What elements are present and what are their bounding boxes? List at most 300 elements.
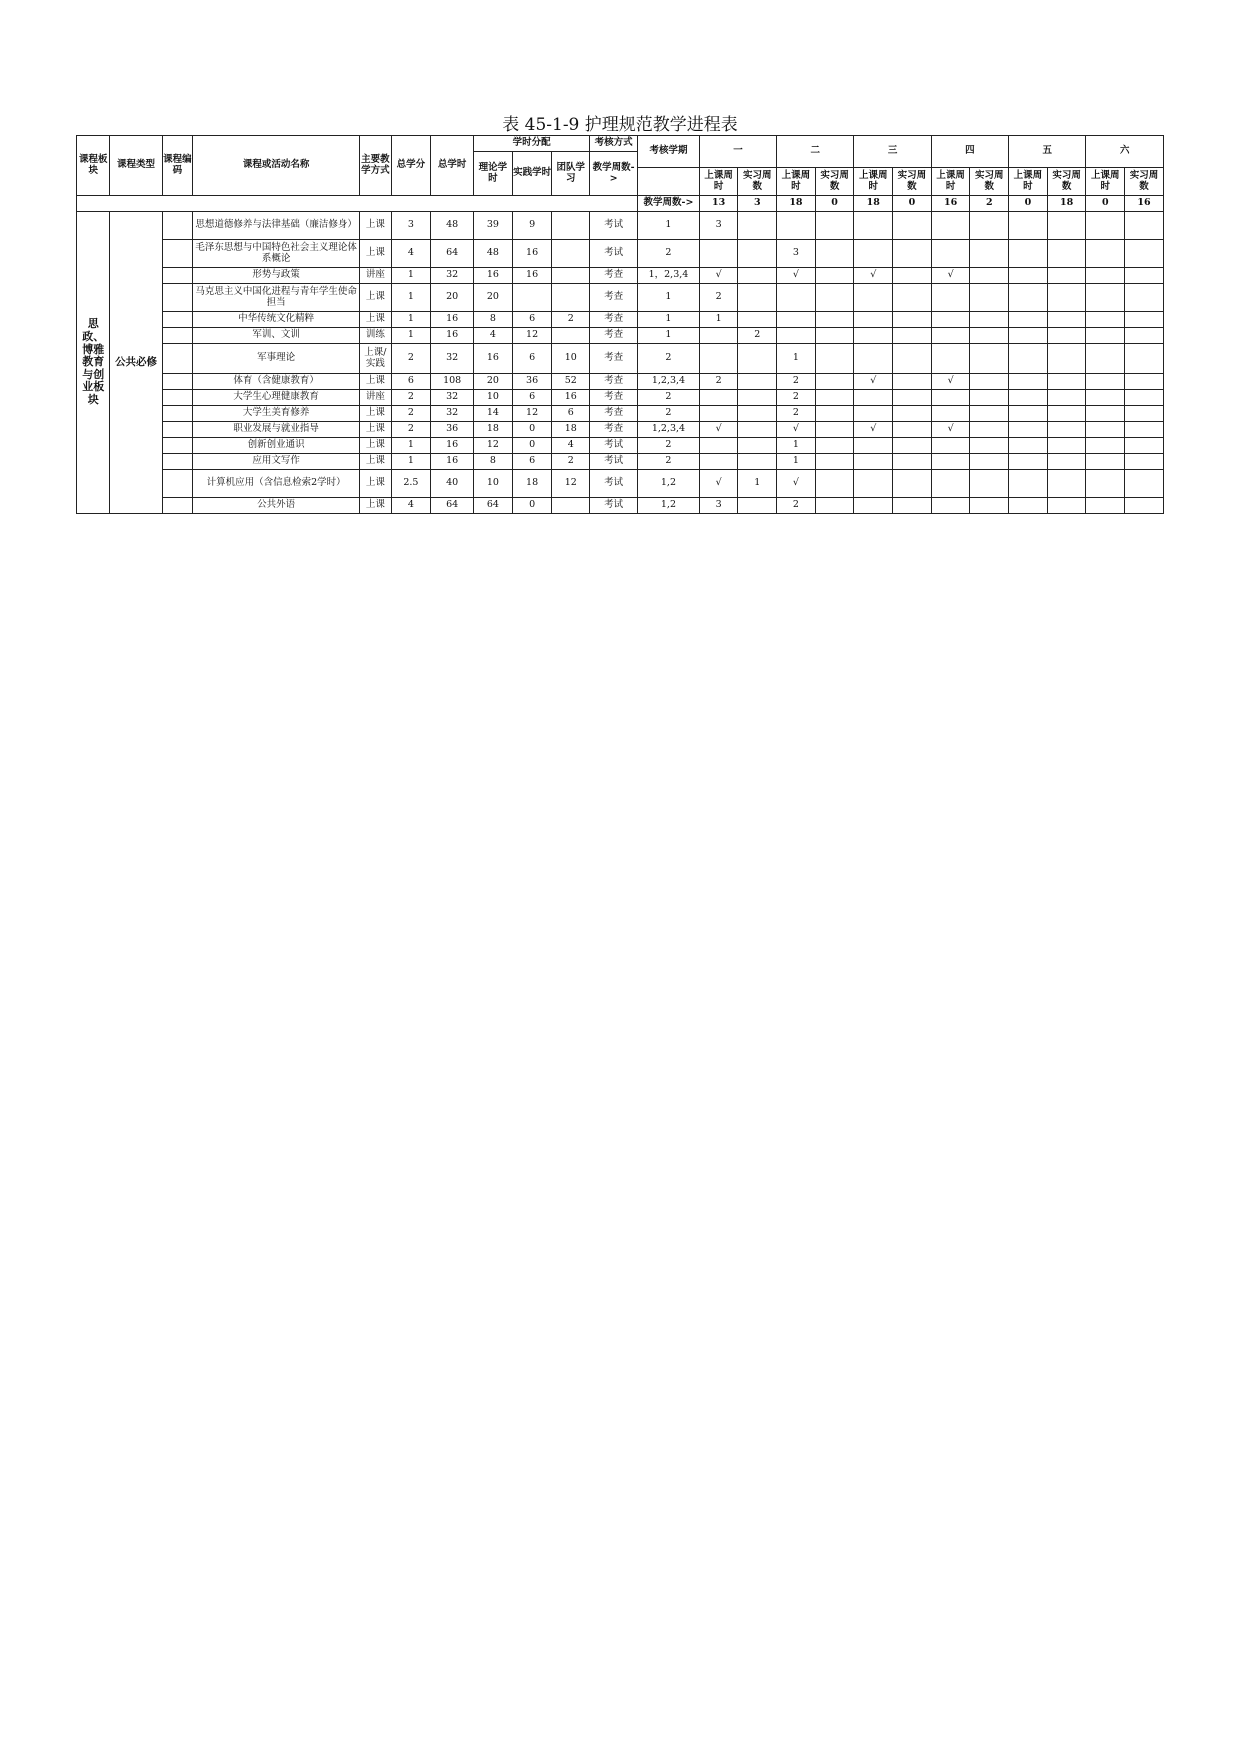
exam-method: 考试 [590,438,638,454]
term-cell [1047,328,1086,344]
course-row [77,268,1164,284]
header-term-1: 一 [699,136,776,168]
course-row [77,422,1164,438]
term-cell [854,454,893,470]
term-cell [777,212,816,240]
theory-hours: 14 [474,406,513,422]
term-cell [970,390,1009,406]
term-cell [1009,422,1048,438]
term-cell [970,240,1009,268]
term-cell [815,240,854,268]
term-cell [1009,470,1048,498]
course-code [162,390,192,406]
term-cell [815,268,854,284]
header-class-hours-4: 上课周时 [931,168,970,196]
team-hours [552,268,590,284]
total-hours: 36 [431,422,474,438]
term-cell: 2 [777,498,816,514]
team-hours: 12 [552,470,590,498]
team-hours: 2 [552,454,590,470]
header-type: 课程类型 [110,136,162,196]
team-hours: 16 [552,390,590,406]
header-class-hours-2: 上课周时 [777,168,816,196]
term-cell: √ [931,374,970,390]
term-cell [699,344,738,374]
total-hours: 40 [431,470,474,498]
exam-term: 1,2,3,4 [638,374,700,390]
team-hours [552,212,590,240]
course-name: 公共外语 [192,498,359,514]
course-code [162,422,192,438]
term-cell [893,454,932,470]
week-count: 3 [738,196,777,212]
term-cell: 1 [777,438,816,454]
term-cell [1125,422,1164,438]
week-count: 2 [970,196,1009,212]
theory-hours: 12 [474,438,513,454]
term-cell [893,470,932,498]
theory-hours: 10 [474,470,513,498]
term-cell [1125,390,1164,406]
term-cell: √ [931,422,970,438]
course-code [162,406,192,422]
term-cell [1047,344,1086,374]
header-team: 团队学习 [552,152,590,196]
total-credits: 4 [391,240,431,268]
term-cell: 1 [777,454,816,470]
term-cell [738,374,777,390]
term-cell [1086,328,1125,344]
header-intern-weeks-2: 实习周数 [815,168,854,196]
term-cell [970,212,1009,240]
term-cell [1047,438,1086,454]
term-cell [970,268,1009,284]
term-cell [854,312,893,328]
practice-hours: 16 [512,268,552,284]
schedule-rows [77,212,1164,514]
term-cell [1047,374,1086,390]
exam-term: 2 [638,390,700,406]
term-cell [1086,470,1125,498]
teaching-method: 上课 [360,374,391,390]
course-code [162,312,192,328]
course-code [162,470,192,498]
term-cell [931,498,970,514]
term-cell [893,438,932,454]
theory-hours: 20 [474,284,513,312]
term-cell [1125,284,1164,312]
term-cell [1086,438,1125,454]
course-row [77,212,1164,240]
term-cell [1009,454,1048,470]
term-cell: √ [699,422,738,438]
term-cell [738,312,777,328]
total-hours: 32 [431,268,474,284]
teaching-method: 上课 [360,422,391,438]
header-intern-weeks-5: 实习周数 [1047,168,1086,196]
practice-hours: 6 [512,344,552,374]
course-row [77,498,1164,514]
header-intern-weeks-4: 实习周数 [970,168,1009,196]
header-teach-weeks: 教学周数-> [590,152,638,196]
term-cell [1047,390,1086,406]
header-intern-weeks-6: 实习周数 [1125,168,1164,196]
term-cell [893,498,932,514]
theory-hours: 10 [474,390,513,406]
exam-method: 考查 [590,328,638,344]
exam-term: 1，2,3,4 [638,268,700,284]
total-hours: 108 [431,374,474,390]
term-cell [931,344,970,374]
theory-hours: 39 [474,212,513,240]
term-cell [1125,312,1164,328]
teaching-method: 讲座 [360,268,391,284]
practice-hours: 6 [512,454,552,470]
header-alloc: 学时分配 [474,136,590,152]
term-cell: 3 [699,212,738,240]
term-cell: 1 [777,344,816,374]
term-cell [1125,240,1164,268]
teaching-method: 上课 [360,438,391,454]
exam-method: 考查 [590,406,638,422]
term-cell: 2 [699,284,738,312]
term-cell [854,240,893,268]
course-row [77,284,1164,312]
course-code [162,344,192,374]
term-cell [893,390,932,406]
term-cell [815,470,854,498]
practice-hours: 6 [512,390,552,406]
course-code [162,328,192,344]
term-cell [1009,212,1048,240]
term-cell [1009,438,1048,454]
term-cell [931,240,970,268]
exam-term: 1,2,3,4 [638,422,700,438]
practice-hours: 16 [512,240,552,268]
header-name: 课程或活动名称 [192,136,359,196]
total-hours: 16 [431,438,474,454]
term-cell: 1 [699,312,738,328]
week-count: 16 [1125,196,1164,212]
teaching-method: 训练 [360,328,391,344]
practice-hours: 0 [512,422,552,438]
course-row [77,328,1164,344]
header-practice: 实践学时 [512,152,552,196]
course-name: 军训、文训 [192,328,359,344]
total-credits: 1 [391,268,431,284]
term-cell [1047,268,1086,284]
term-cell [1086,284,1125,312]
course-name: 体育（含健康教育） [192,374,359,390]
course-code [162,284,192,312]
term-cell: √ [931,268,970,284]
week-count: 13 [699,196,738,212]
term-cell [1009,406,1048,422]
term-cell [777,312,816,328]
teaching-method: 上课 [360,284,391,312]
term-cell [970,374,1009,390]
term-cell: 3 [699,498,738,514]
practice-hours: 18 [512,470,552,498]
term-cell [1125,498,1164,514]
term-cell [931,454,970,470]
term-cell [1047,212,1086,240]
term-cell [970,454,1009,470]
team-hours: 4 [552,438,590,454]
term-cell [738,438,777,454]
exam-term: 1,2 [638,470,700,498]
term-cell [1009,344,1048,374]
theory-hours: 4 [474,328,513,344]
course-name: 思想道德修养与法律基础（廉洁修身） [192,212,359,240]
header-exam-term: 考核学期 [638,136,700,168]
course-name: 计算机应用（含信息检索2学时） [192,470,359,498]
total-credits: 4 [391,498,431,514]
practice-hours: 9 [512,212,552,240]
term-cell [1009,498,1048,514]
total-credits: 2 [391,406,431,422]
term-cell [854,438,893,454]
term-cell [1047,406,1086,422]
team-hours [552,328,590,344]
term-cell [931,284,970,312]
course-name: 毛泽东思想与中国特色社会主义理论体系概论 [192,240,359,268]
term-cell [699,438,738,454]
term-cell [1125,344,1164,374]
term-cell [970,438,1009,454]
term-cell: 2 [777,374,816,390]
term-cell [777,328,816,344]
course-code [162,498,192,514]
term-cell [738,212,777,240]
course-code [162,240,192,268]
term-cell [854,470,893,498]
theory-hours: 18 [474,422,513,438]
term-cell [1086,406,1125,422]
theory-hours: 64 [474,498,513,514]
term-cell [1125,406,1164,422]
term-cell [1125,328,1164,344]
term-cell [1047,470,1086,498]
team-hours: 18 [552,422,590,438]
term-cell [1086,454,1125,470]
total-hours: 32 [431,344,474,374]
exam-method: 考查 [590,344,638,374]
term-cell: √ [699,470,738,498]
teaching-method: 上课 [360,454,391,470]
term-cell [893,344,932,374]
week-count: 16 [931,196,970,212]
header-term-5: 五 [1009,136,1086,168]
term-cell [1086,344,1125,374]
exam-term: 2 [638,406,700,422]
term-cell: √ [777,470,816,498]
exam-method: 考查 [590,374,638,390]
exam-method: 考试 [590,470,638,498]
term-cell [1047,422,1086,438]
total-credits: 1 [391,284,431,312]
term-cell: √ [777,422,816,438]
term-cell [738,284,777,312]
term-cell [699,390,738,406]
total-hours: 32 [431,406,474,422]
exam-method: 考查 [590,284,638,312]
term-cell [1086,390,1125,406]
total-credits: 2 [391,390,431,406]
theory-hours: 20 [474,374,513,390]
practice-hours [512,284,552,312]
theory-hours: 16 [474,268,513,284]
term-cell: √ [699,268,738,284]
teaching-method: 上课 [360,406,391,422]
term-cell [1086,374,1125,390]
term-cell [970,498,1009,514]
term-cell [893,374,932,390]
header-term-6: 六 [1086,136,1164,168]
term-cell [1086,312,1125,328]
term-cell [1125,212,1164,240]
term-cell [893,212,932,240]
total-credits: 3 [391,212,431,240]
term-cell [815,284,854,312]
teaching-schedule-table [76,135,1164,514]
term-cell [699,454,738,470]
header-theory: 理论学时 [474,152,513,196]
course-row [77,438,1164,454]
term-cell [893,406,932,422]
header-term-4: 四 [931,136,1008,168]
course-row [77,240,1164,268]
total-hours: 64 [431,498,474,514]
term-cell [738,406,777,422]
course-code [162,438,192,454]
term-cell [815,422,854,438]
course-name: 形势与政策 [192,268,359,284]
course-code [162,374,192,390]
term-cell [1125,374,1164,390]
teach-weeks-row-spacer [77,196,638,212]
theory-hours: 8 [474,312,513,328]
practice-hours: 36 [512,374,552,390]
exam-term: 2 [638,344,700,374]
exam-method: 考试 [590,240,638,268]
term-cell [815,406,854,422]
term-cell: √ [854,374,893,390]
term-cell [1009,312,1048,328]
term-cell [1047,240,1086,268]
teaching-method: 上课 [360,240,391,268]
term-cell: 1 [738,470,777,498]
header-credits: 总学分 [391,136,431,196]
term-cell [854,212,893,240]
practice-hours: 12 [512,406,552,422]
term-cell [815,344,854,374]
total-credits: 1 [391,328,431,344]
header-code: 课程编码 [162,136,192,196]
term-cell [854,344,893,374]
total-hours: 48 [431,212,474,240]
total-hours: 16 [431,312,474,328]
term-cell [815,454,854,470]
team-hours [552,498,590,514]
term-cell [931,312,970,328]
exam-method: 考试 [590,454,638,470]
term-cell [931,390,970,406]
exam-term: 2 [638,454,700,470]
header-class-hours-1: 上课周时 [699,168,738,196]
term-cell [854,406,893,422]
term-cell [854,498,893,514]
teaching-method: 上课 [360,312,391,328]
header-term-2: 二 [777,136,854,168]
exam-term: 2 [638,438,700,454]
week-count: 18 [1047,196,1086,212]
term-cell [970,312,1009,328]
total-hours: 32 [431,390,474,406]
teaching-method: 上课 [360,470,391,498]
exam-term: 1,2 [638,498,700,514]
term-cell [970,328,1009,344]
course-name: 马克思主义中国化进程与青年学生使命担当 [192,284,359,312]
course-row [77,454,1164,470]
header-intern-weeks-3: 实习周数 [893,168,932,196]
term-cell: 2 [738,328,777,344]
term-cell [815,312,854,328]
term-cell: 2 [777,406,816,422]
term-cell [931,438,970,454]
exam-term: 1 [638,312,700,328]
exam-method: 考查 [590,390,638,406]
term-cell [931,328,970,344]
team-hours: 52 [552,374,590,390]
teaching-method: 讲座 [360,390,391,406]
term-cell [738,344,777,374]
exam-method: 考查 [590,268,638,284]
course-name: 大学生心理健康教育 [192,390,359,406]
week-count: 18 [777,196,816,212]
theory-hours: 16 [474,344,513,374]
term-cell [815,328,854,344]
term-cell [699,240,738,268]
term-cell [1125,438,1164,454]
total-credits: 1 [391,454,431,470]
term-cell [1009,390,1048,406]
term-cell [1009,284,1048,312]
term-cell [970,422,1009,438]
team-hours: 10 [552,344,590,374]
header-class-hours-5: 上课周时 [1009,168,1048,196]
term-cell [738,498,777,514]
week-count: 0 [815,196,854,212]
term-cell [1086,268,1125,284]
total-credits: 6 [391,374,431,390]
team-hours: 6 [552,406,590,422]
term-cell [1125,470,1164,498]
term-cell: √ [854,422,893,438]
week-count: 18 [854,196,893,212]
header-class-hours-6: 上课周时 [1086,168,1125,196]
theory-hours: 8 [474,454,513,470]
course-row [77,470,1164,498]
term-cell [815,438,854,454]
block-label: 思政、博雅教育与创业板块 [77,212,110,514]
term-cell [893,422,932,438]
term-cell [1086,422,1125,438]
header-block: 课程板块 [77,136,110,196]
term-cell [1009,374,1048,390]
exam-term: 1 [638,212,700,240]
term-cell [854,284,893,312]
